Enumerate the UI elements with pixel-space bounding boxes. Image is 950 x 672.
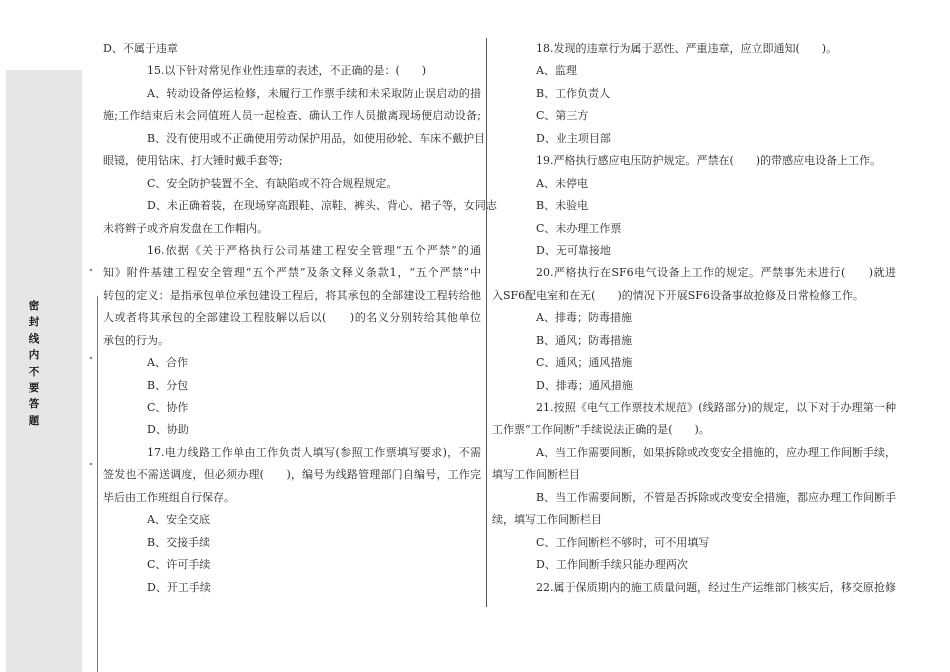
text-line: 入SF6配电室和在无( )的情况下开展SF6设备事故抢修及日常检修工作。 (492, 288, 864, 302)
binding-margin (6, 70, 82, 672)
binding-mark: " (89, 356, 93, 365)
text-line: B、当工作需要间断，不管是否拆除或改变安全措施，都应办理工作间断手 (536, 490, 897, 504)
text-line: 承包的行为。 (103, 333, 169, 347)
text-line: B、未验电 (536, 199, 589, 213)
text-line: B、工作负责人 (536, 86, 611, 100)
text-line: 未将辫子或齐肩发盘在工作帽内。 (103, 221, 268, 235)
text-line: B、分包 (147, 378, 189, 392)
text-line: D、不属于违章 (103, 42, 178, 55)
text-line: 20.严格执行在SF6电气设备上工作的规定。严禁事先未进行( )就进 (536, 266, 896, 280)
text-line: C、许可手续 (147, 558, 211, 572)
text-line: 16.依据《关于严格执行公司基建工程安全管理“五个严禁”的通 (147, 243, 481, 257)
text-line: 转包的定义：是指承包单位承包建设工程后，将其承包的全部建设工程转给他 (103, 288, 481, 302)
text-line: D、业主项目部 (536, 131, 611, 145)
text-line: 17.电力线路工作单由工作负责人填写(参照工作票填写要求)，不需 (147, 445, 481, 459)
text-line: 21.按照《电气工作票技术规范》(线路部分)的规定，以下对于办理第一种 (536, 401, 896, 414)
text-line: C、第三方 (536, 109, 589, 123)
text-line: D、协助 (147, 423, 189, 437)
text-line: C、工作间断栏不够时，可不用填写 (536, 535, 710, 549)
text-line: B、通风；防毒措施 (536, 333, 633, 347)
text-line: C、未办理工作票 (536, 221, 622, 235)
text-line: B、没有使用或不正确使用劳动保护用品，如使用砂轮、车床不戴护目 (147, 131, 486, 145)
text-line: D、排毒；通风措施 (536, 378, 633, 392)
binding-mark: " (89, 268, 93, 277)
text-line: A、合作 (147, 356, 188, 370)
text-line: C、通风；通风措施 (536, 356, 633, 370)
text-line: 人或者将其承包的全部建设工程肢解以后以( )的名义分别转给其他单位 (103, 311, 481, 325)
text-line: 毕后由工作班组自行保存。 (103, 490, 235, 504)
text-line: A、监理 (536, 64, 577, 78)
text-line: C、协作 (147, 401, 189, 414)
text-line: 知》附件基建工程安全管理“五个严禁”及条文释义条款1，“五个严禁”中 (103, 266, 481, 280)
text-line: B、交接手续 (147, 535, 211, 549)
right-column (492, 38, 896, 599)
text-line: A、排毒；防毒措施 (536, 311, 632, 325)
text-line: A、安全交底 (147, 513, 210, 527)
text-line: 施;工作结束后未会同值班人员一起检查、确认工作人员撤离现场便启动设备; (103, 109, 481, 123)
text-line: D、工作间断手续只能办理两次 (536, 558, 688, 572)
text-line: 22.属于保质期内的施工质量问题，经过生产运维部门核实后，移交原抢修 (536, 580, 896, 594)
text-line: 续，填写工作间断栏目 (492, 513, 602, 527)
text-line: 工作票“工作间断”手续说法正确的是( )。 (492, 423, 710, 437)
text-line: D、未正确着装，在现场穿高跟鞋、凉鞋、裤头、背心、裙子等，女同志 (147, 199, 497, 213)
binding-line (97, 296, 98, 672)
text-line: D、开工手续 (147, 580, 211, 594)
text-line: D、无可靠接地 (536, 243, 611, 257)
left-column (103, 38, 497, 599)
text-line: 填写工作间断栏目 (492, 468, 580, 482)
column-divider (486, 38, 487, 607)
text-line: 19.严格执行感应电压防护规定。严禁在( )的带感应电设备上工作。 (536, 154, 882, 168)
text-line: A、转动设备停运检修，未履行工作票手续和未采取防止误启动的措 (147, 86, 481, 100)
text-line: C、安全防护装置不全、有缺陷或不符合规程规定。 (147, 176, 398, 190)
text-line: A、未停电 (536, 176, 588, 190)
text-line: 18.发现的违章行为属于恶性、严重违章，应立即通知( )。 (536, 42, 838, 55)
text-line: 眼镜，使用钻床、打大锤时戴手套等; (103, 154, 283, 168)
binding-mark: " (89, 462, 93, 471)
text-line: 15.以下针对常见作业性违章的表述，不正确的是：( ) (147, 64, 427, 78)
binding-instruction: 密封线内不要答题 (28, 300, 40, 427)
text-line: 签发也不需送调度，但必须办理( )，编号为线路管理部门自编号，工作完 (103, 468, 481, 482)
text-line: A、当工作需要间断，如果拆除或改变安全措施的，应办理工作间断手续， (536, 445, 896, 459)
